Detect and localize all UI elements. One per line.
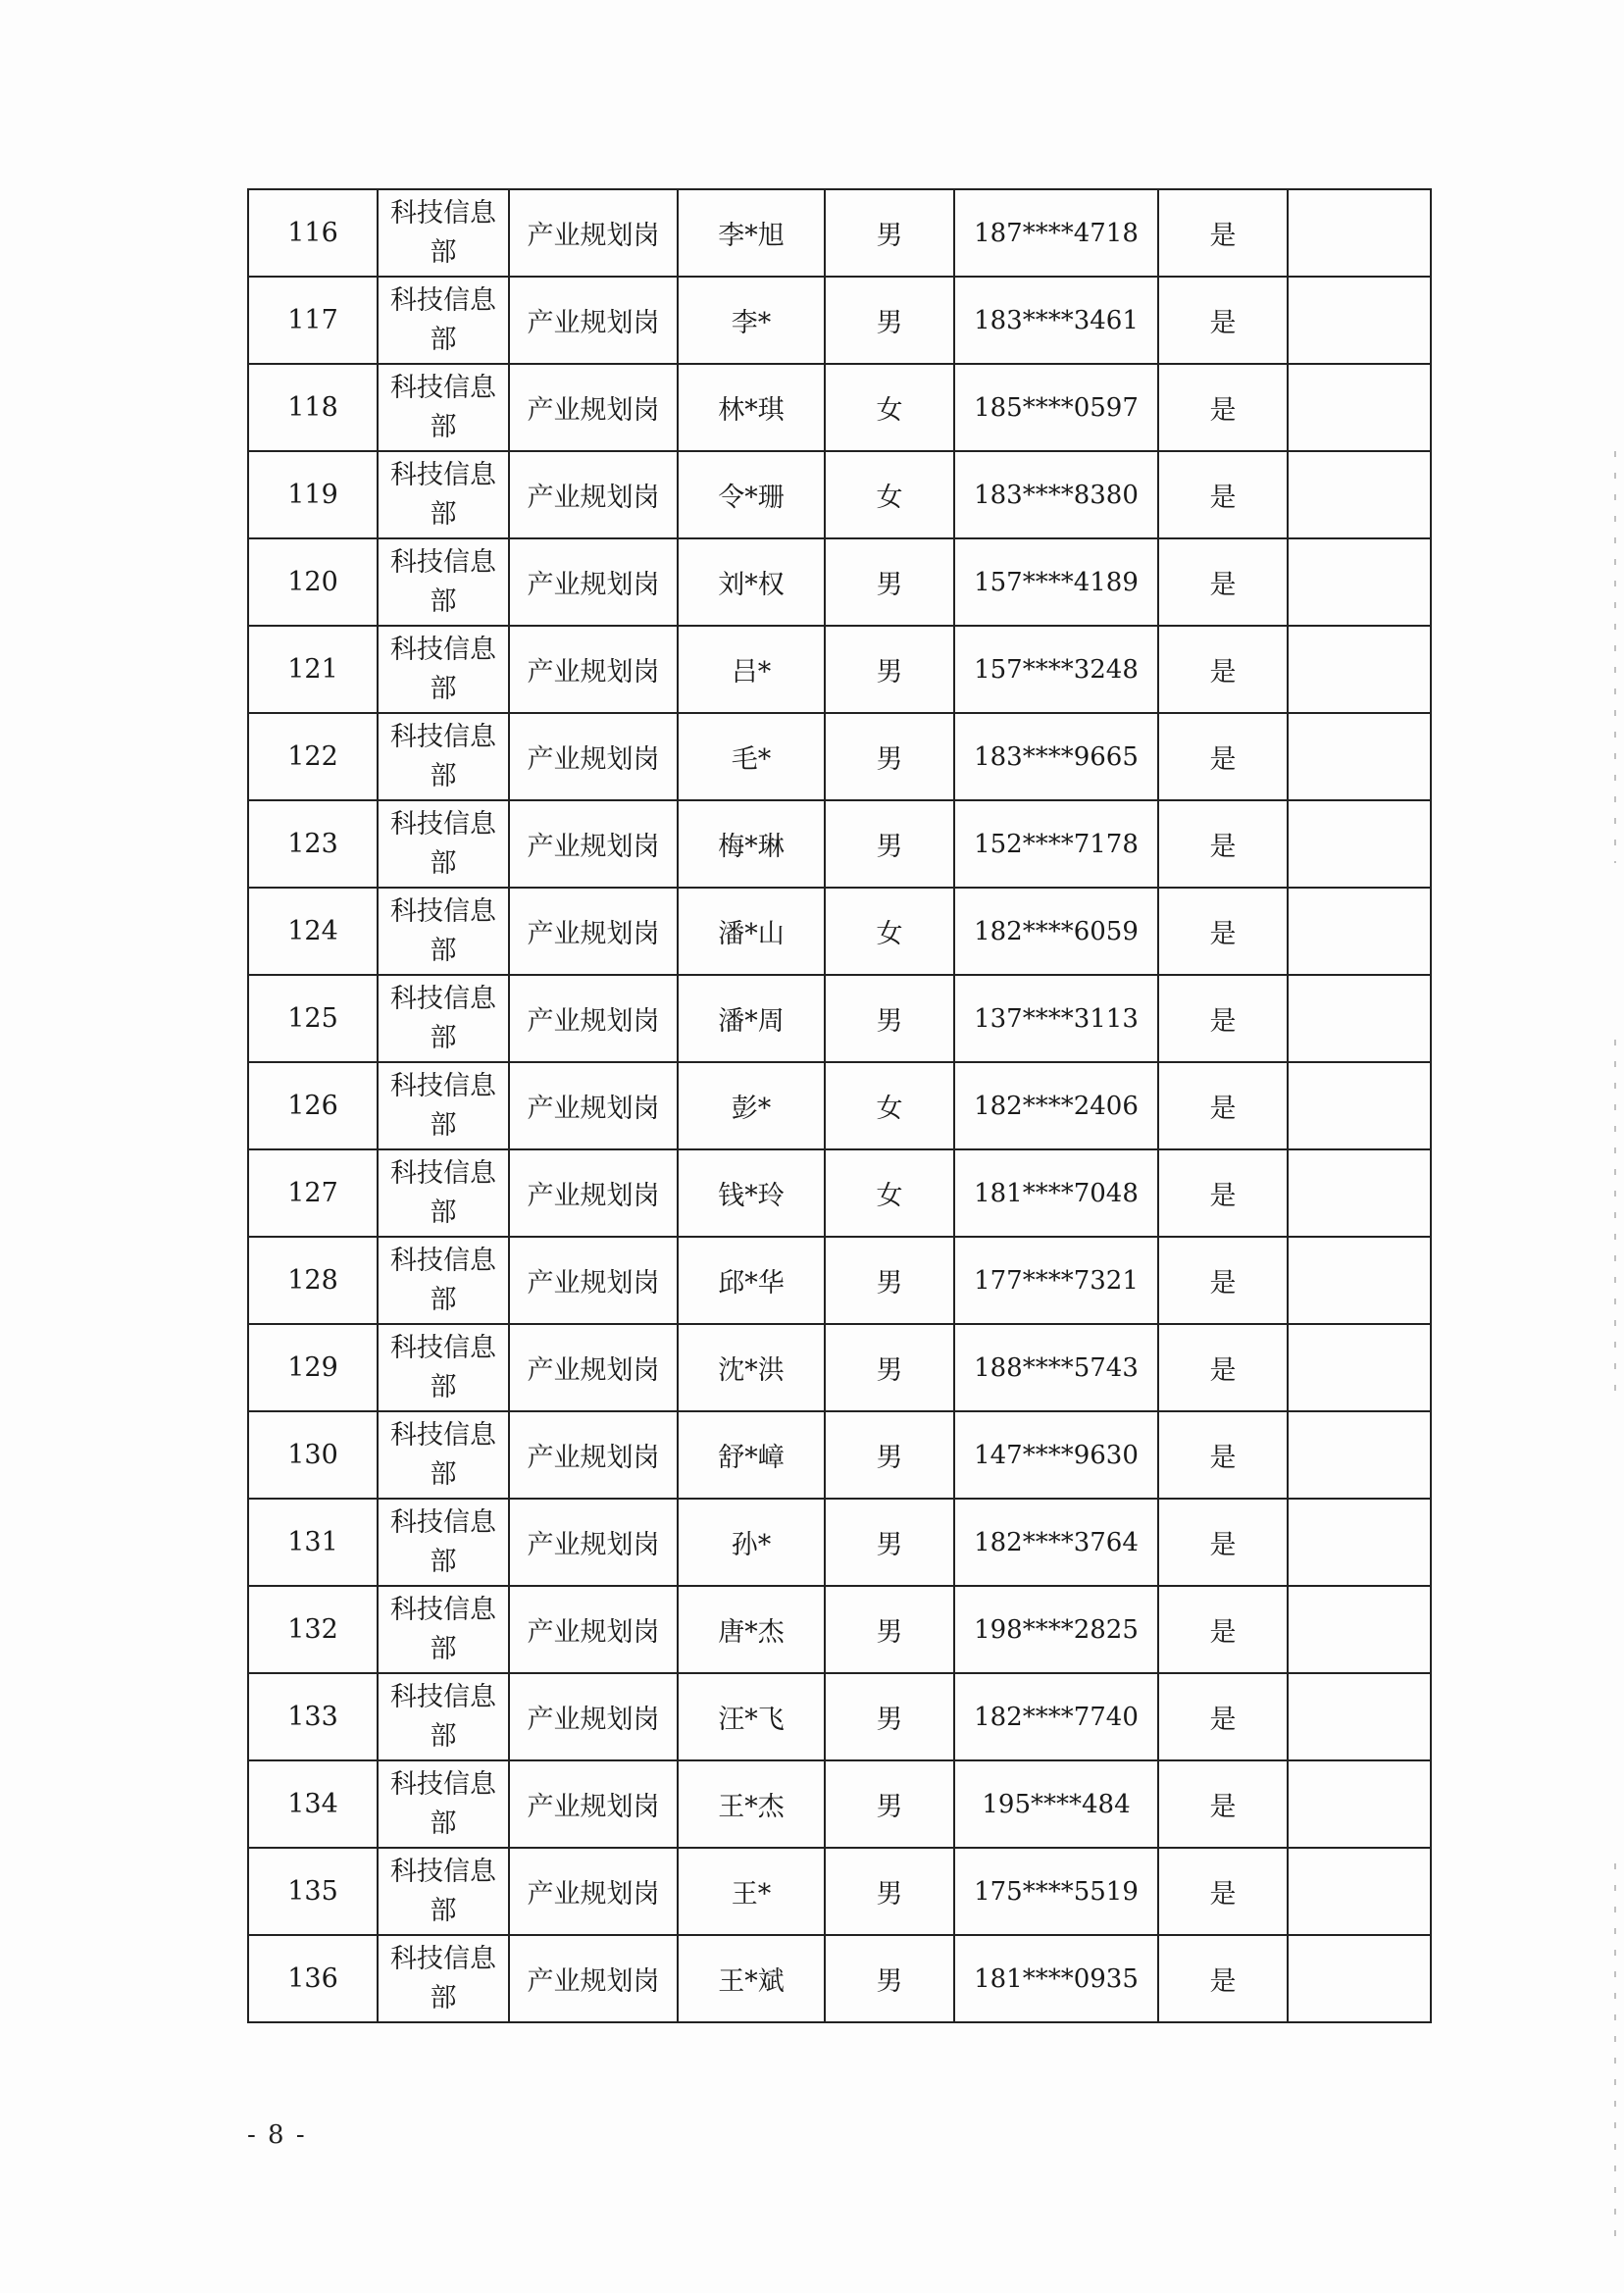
table-row (248, 1411, 1431, 1499)
row-number: 133 (248, 1673, 378, 1760)
gender-cell: 男 (825, 1586, 954, 1673)
name-cell: 唐*杰 (678, 1586, 825, 1673)
qualified-cell: 是 (1158, 1062, 1288, 1149)
remarks-cell (1288, 1062, 1431, 1149)
row-number: 126 (248, 1062, 378, 1149)
remarks-cell (1288, 1411, 1431, 1499)
row-number: 124 (248, 888, 378, 975)
phone-cell: 182****2406 (954, 1062, 1158, 1149)
qualified-cell: 是 (1158, 626, 1288, 713)
department-cell: 科技信息部 (378, 364, 509, 451)
department-cell: 科技信息部 (378, 713, 509, 800)
department-cell: 科技信息部 (378, 538, 509, 626)
position-cell: 产业规划岗 (509, 800, 678, 888)
department-cell: 科技信息部 (378, 1848, 509, 1935)
phone-cell: 183****3461 (954, 277, 1158, 364)
name-cell: 钱*玲 (678, 1149, 825, 1237)
gender-cell: 女 (825, 1149, 954, 1237)
table-row (248, 1760, 1431, 1848)
department-cell: 科技信息部 (378, 1324, 509, 1411)
gender-cell: 女 (825, 1062, 954, 1149)
scan-artifact (1614, 1863, 1616, 2236)
table-row (248, 538, 1431, 626)
table-row (248, 1237, 1431, 1324)
position-cell: 产业规划岗 (509, 1499, 678, 1586)
phone-cell: 183****8380 (954, 451, 1158, 538)
remarks-cell (1288, 713, 1431, 800)
department-cell: 科技信息部 (378, 1760, 509, 1848)
phone-cell: 195****484 (954, 1760, 1158, 1848)
remarks-cell (1288, 1935, 1431, 2022)
row-number: 135 (248, 1848, 378, 1935)
department-cell: 科技信息部 (378, 626, 509, 713)
position-cell: 产业规划岗 (509, 626, 678, 713)
remarks-cell (1288, 1499, 1431, 1586)
qualified-cell: 是 (1158, 1237, 1288, 1324)
qualified-cell: 是 (1158, 1149, 1288, 1237)
department-cell: 科技信息部 (378, 189, 509, 277)
name-cell: 毛* (678, 713, 825, 800)
row-number: 118 (248, 364, 378, 451)
qualified-cell: 是 (1158, 1760, 1288, 1848)
name-cell: 吕* (678, 626, 825, 713)
table-row (248, 1586, 1431, 1673)
row-number: 127 (248, 1149, 378, 1237)
gender-cell: 男 (825, 1935, 954, 2022)
position-cell: 产业规划岗 (509, 538, 678, 626)
row-number: 119 (248, 451, 378, 538)
qualified-cell: 是 (1158, 800, 1288, 888)
phone-cell: 183****9665 (954, 713, 1158, 800)
qualified-cell: 是 (1158, 364, 1288, 451)
remarks-cell (1288, 1237, 1431, 1324)
table-row (248, 189, 1431, 277)
gender-cell: 男 (825, 1760, 954, 1848)
position-cell: 产业规划岗 (509, 1237, 678, 1324)
row-number: 122 (248, 713, 378, 800)
row-number: 134 (248, 1760, 378, 1848)
department-cell: 科技信息部 (378, 1237, 509, 1324)
row-number: 120 (248, 538, 378, 626)
qualified-cell: 是 (1158, 1411, 1288, 1499)
department-cell: 科技信息部 (378, 975, 509, 1062)
phone-cell: 157****3248 (954, 626, 1158, 713)
gender-cell: 女 (825, 888, 954, 975)
department-cell: 科技信息部 (378, 1935, 509, 2022)
position-cell: 产业规划岗 (509, 189, 678, 277)
name-cell: 林*琪 (678, 364, 825, 451)
phone-cell: 181****0935 (954, 1935, 1158, 2022)
qualified-cell: 是 (1158, 1673, 1288, 1760)
qualified-cell: 是 (1158, 1586, 1288, 1673)
name-cell: 令*珊 (678, 451, 825, 538)
position-cell: 产业规划岗 (509, 1324, 678, 1411)
remarks-cell (1288, 1760, 1431, 1848)
qualified-cell: 是 (1158, 1848, 1288, 1935)
name-cell: 刘*权 (678, 538, 825, 626)
remarks-cell (1288, 1673, 1431, 1760)
qualified-cell: 是 (1158, 451, 1288, 538)
department-cell: 科技信息部 (378, 888, 509, 975)
position-cell: 产业规划岗 (509, 975, 678, 1062)
qualified-cell: 是 (1158, 1324, 1288, 1411)
name-cell: 孙* (678, 1499, 825, 1586)
remarks-cell (1288, 1324, 1431, 1411)
row-number: 131 (248, 1499, 378, 1586)
position-cell: 产业规划岗 (509, 1935, 678, 2022)
table-row (248, 277, 1431, 364)
position-cell: 产业规划岗 (509, 713, 678, 800)
remarks-cell (1288, 626, 1431, 713)
remarks-cell (1288, 538, 1431, 626)
row-number: 128 (248, 1237, 378, 1324)
gender-cell: 女 (825, 451, 954, 538)
table-row (248, 1149, 1431, 1237)
gender-cell: 男 (825, 1499, 954, 1586)
table-row (248, 1499, 1431, 1586)
gender-cell: 男 (825, 1848, 954, 1935)
name-cell: 王*斌 (678, 1935, 825, 2022)
table-row (248, 1673, 1431, 1760)
row-number: 125 (248, 975, 378, 1062)
phone-cell: 188****5743 (954, 1324, 1158, 1411)
department-cell: 科技信息部 (378, 800, 509, 888)
qualified-cell: 是 (1158, 277, 1288, 364)
remarks-cell (1288, 451, 1431, 538)
department-cell: 科技信息部 (378, 1673, 509, 1760)
remarks-cell (1288, 1586, 1431, 1673)
phone-cell: 152****7178 (954, 800, 1158, 888)
row-number: 129 (248, 1324, 378, 1411)
row-number: 116 (248, 189, 378, 277)
position-cell: 产业规划岗 (509, 1411, 678, 1499)
name-cell: 潘*周 (678, 975, 825, 1062)
gender-cell: 男 (825, 277, 954, 364)
gender-cell: 女 (825, 364, 954, 451)
table-row (248, 364, 1431, 451)
remarks-cell (1288, 1848, 1431, 1935)
phone-cell: 181****7048 (954, 1149, 1158, 1237)
position-cell: 产业规划岗 (509, 1062, 678, 1149)
department-cell: 科技信息部 (378, 1062, 509, 1149)
phone-cell: 147****9630 (954, 1411, 1158, 1499)
gender-cell: 男 (825, 1411, 954, 1499)
name-cell: 梅*琳 (678, 800, 825, 888)
gender-cell: 男 (825, 538, 954, 626)
table-row (248, 1324, 1431, 1411)
phone-cell: 185****0597 (954, 364, 1158, 451)
position-cell: 产业规划岗 (509, 1149, 678, 1237)
gender-cell: 男 (825, 975, 954, 1062)
row-number: 130 (248, 1411, 378, 1499)
qualified-cell: 是 (1158, 538, 1288, 626)
gender-cell: 男 (825, 800, 954, 888)
remarks-cell (1288, 800, 1431, 888)
table-row (248, 713, 1431, 800)
department-cell: 科技信息部 (378, 1411, 509, 1499)
remarks-cell (1288, 277, 1431, 364)
name-cell: 邱*华 (678, 1237, 825, 1324)
row-number: 132 (248, 1586, 378, 1673)
table-row (248, 1848, 1431, 1935)
table-row (248, 888, 1431, 975)
candidate-table-body (248, 189, 1431, 2022)
table-row (248, 1062, 1431, 1149)
candidate-table (247, 188, 1432, 2023)
table-row (248, 800, 1431, 888)
gender-cell: 男 (825, 189, 954, 277)
department-cell: 科技信息部 (378, 1499, 509, 1586)
position-cell: 产业规划岗 (509, 277, 678, 364)
phone-cell: 182****3764 (954, 1499, 1158, 1586)
name-cell: 沈*洪 (678, 1324, 825, 1411)
table-row (248, 1935, 1431, 2022)
gender-cell: 男 (825, 1237, 954, 1324)
remarks-cell (1288, 975, 1431, 1062)
department-cell: 科技信息部 (378, 1149, 509, 1237)
name-cell: 舒*嶂 (678, 1411, 825, 1499)
position-cell: 产业规划岗 (509, 1848, 678, 1935)
qualified-cell: 是 (1158, 888, 1288, 975)
qualified-cell: 是 (1158, 713, 1288, 800)
position-cell: 产业规划岗 (509, 888, 678, 975)
qualified-cell: 是 (1158, 975, 1288, 1062)
position-cell: 产业规划岗 (509, 1586, 678, 1673)
phone-cell: 175****5519 (954, 1848, 1158, 1935)
row-number: 121 (248, 626, 378, 713)
name-cell: 潘*山 (678, 888, 825, 975)
table-row (248, 626, 1431, 713)
name-cell: 汪*飞 (678, 1673, 825, 1760)
phone-cell: 182****6059 (954, 888, 1158, 975)
remarks-cell (1288, 364, 1431, 451)
gender-cell: 男 (825, 1673, 954, 1760)
position-cell: 产业规划岗 (509, 1760, 678, 1848)
row-number: 136 (248, 1935, 378, 2022)
remarks-cell (1288, 1149, 1431, 1237)
qualified-cell: 是 (1158, 189, 1288, 277)
page-number: - 8 - (247, 2120, 307, 2150)
phone-cell: 137****3113 (954, 975, 1158, 1062)
phone-cell: 198****2825 (954, 1586, 1158, 1673)
phone-cell: 187****4718 (954, 189, 1158, 277)
remarks-cell (1288, 189, 1431, 277)
phone-cell: 182****7740 (954, 1673, 1158, 1760)
name-cell: 王*杰 (678, 1760, 825, 1848)
name-cell: 彭* (678, 1062, 825, 1149)
name-cell: 李*旭 (678, 189, 825, 277)
department-cell: 科技信息部 (378, 451, 509, 538)
qualified-cell: 是 (1158, 1935, 1288, 2022)
row-number: 117 (248, 277, 378, 364)
position-cell: 产业规划岗 (509, 364, 678, 451)
gender-cell: 男 (825, 1324, 954, 1411)
phone-cell: 177****7321 (954, 1237, 1158, 1324)
table-row (248, 975, 1431, 1062)
row-number: 123 (248, 800, 378, 888)
gender-cell: 男 (825, 626, 954, 713)
department-cell: 科技信息部 (378, 277, 509, 364)
position-cell: 产业规划岗 (509, 1673, 678, 1760)
table-row (248, 451, 1431, 538)
scan-artifact (1614, 451, 1616, 863)
name-cell: 李* (678, 277, 825, 364)
qualified-cell: 是 (1158, 1499, 1288, 1586)
phone-cell: 157****4189 (954, 538, 1158, 626)
remarks-cell (1288, 888, 1431, 975)
department-cell: 科技信息部 (378, 1586, 509, 1673)
position-cell: 产业规划岗 (509, 451, 678, 538)
gender-cell: 男 (825, 713, 954, 800)
name-cell: 王* (678, 1848, 825, 1935)
scan-artifact (1614, 1040, 1616, 1393)
